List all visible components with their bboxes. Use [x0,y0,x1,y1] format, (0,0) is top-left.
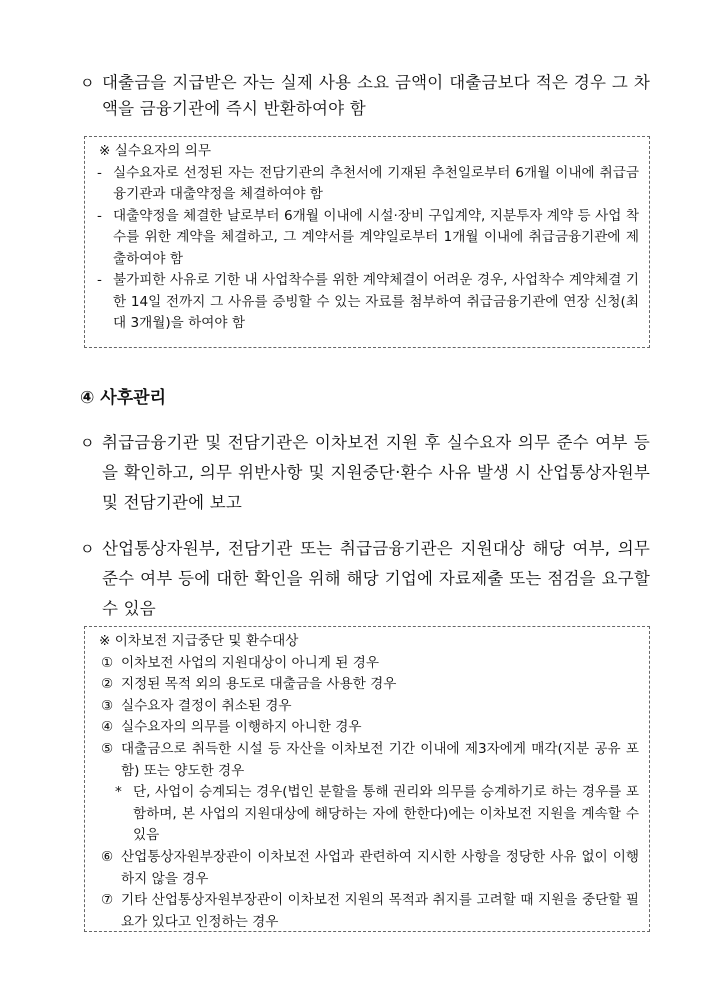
list-item [95,270,639,335]
list-item [95,739,639,782]
list-item-text: 지정된 목적 외의 용도로 대출금을 사용한 경우 [121,676,397,693]
list-item [95,674,639,696]
list-item [95,890,639,933]
number-marker: ④ [101,719,114,736]
paragraph-text: 대출금을 지급받은 자는 실제 사용 소요 금액이 대출금보다 적은 경우 그 차액을 금융기관에 즉시 반환하여야 함 [102,73,650,118]
list-item-text: 실수요자의 의무를 이행하지 아니한 경우 [121,719,362,736]
list-item-text: 실수요자로 선정된 자는 전담기관의 추천서에 기재된 추천일로부터 6개월 이내에 취급금융기관과 대출약정을 체결하여야 함 [113,164,639,202]
box-title: ※ 실수요자의 의무 [99,143,211,159]
number-marker: ⑥ [101,848,114,865]
list-item-text: 산업통상자원부장관이 이차보전 사업과 관련하여 지시한 사항을 정당한 사유 없이 이행하지 않을 경우 [121,848,639,887]
note-text: 단, 사업이 승계되는 경우(법인 분할을 통해 권리와 의무를 승계하기로 하는 경우를 포함하며, 본 사업의 지원대상에 해당하는 자에 한한다)에는 이차보전 지원을 계속할 수 있음 [133,784,639,844]
dash-marker: - [97,272,102,288]
bullet-marker: ㅇ [80,74,95,92]
paragraph-inspection [80,534,650,624]
obligations-box [84,136,650,348]
paragraph-text: 취급금융기관 및 전담기관은 이차보전 지원 후 실수요자 의무 준수 여부 등을 확인하고, 의무 위반사항 및 지원중단‧환수 사유 발생 시 산업통상자원부 및 전담기관에 보고 [102,433,650,512]
list-item-text: 기타 산업통상자원부장관이 이차보전 지원의 목적과 취지를 고려할 때 지원을 중단할 필요가 있다고 인정하는 경우 [121,892,639,930]
box-title: ※ 이차보전 지급중단 및 환수대상 [99,633,299,649]
dash-marker: - [97,164,102,181]
dash-marker: - [97,207,102,224]
bullet-marker: ㅇ [80,434,95,452]
number-marker: ① [101,654,114,671]
list-item [95,696,639,718]
list-item-text: 대출약정을 체결한 날로부터 6개월 이내에 시설·장비 구입계약, 지분투자 계약 등 사업 착수를 위한 계약을 체결하고, 그 계약서를 계약일로부터 1개월 이내에 취급금융기관에 제출하여야 함 [113,207,639,267]
number-marker: ⑤ [101,740,114,757]
list-item [95,206,639,271]
section-heading: ④ 사후관리 [80,388,166,408]
list-item [95,717,639,739]
number-marker: ② [101,676,114,693]
list-item-text: 이차보전 사업의 지원대상이 아니게 된 경우 [121,654,379,671]
number-marker: ③ [101,697,114,714]
number-marker: ⑦ [101,892,114,909]
paragraph-text: 산업통상자원부, 전담기관 또는 취급금융기관은 지원대상 해당 여부, 의무 준수 여부 등에 대한 확인을 위해 해당 기업에 자료제출 또는 점검을 요구할 수 있음 [102,539,650,618]
note-item [95,782,639,847]
paragraph-refund [80,70,650,122]
list-item-text: 실수요자 결정이 취소된 경우 [121,697,292,714]
bullet-marker: ㅇ [80,540,95,558]
paragraph-monitoring [80,428,650,518]
list-item [95,163,639,206]
suspension-box [84,626,650,932]
list-item [95,847,639,890]
list-item-text: 대출금으로 취득한 시설 등 자산을 이차보전 기간 이내에 제3자에게 매각(지분 공유 포함) 또는 양도한 경우 [121,740,639,779]
list-item-text: 불가피한 사유로 기한 내 사업착수를 위한 계약체결이 어려운 경우, 사업착수 계약체결 기한 14일 전까지 그 사유를 증빙할 수 있는 자료를 첨부하여 취급금융기관에 연장 신청(최대 3개월)을 하여야 함 [113,272,639,331]
list-item [95,653,639,675]
asterisk-marker: * [115,784,122,801]
